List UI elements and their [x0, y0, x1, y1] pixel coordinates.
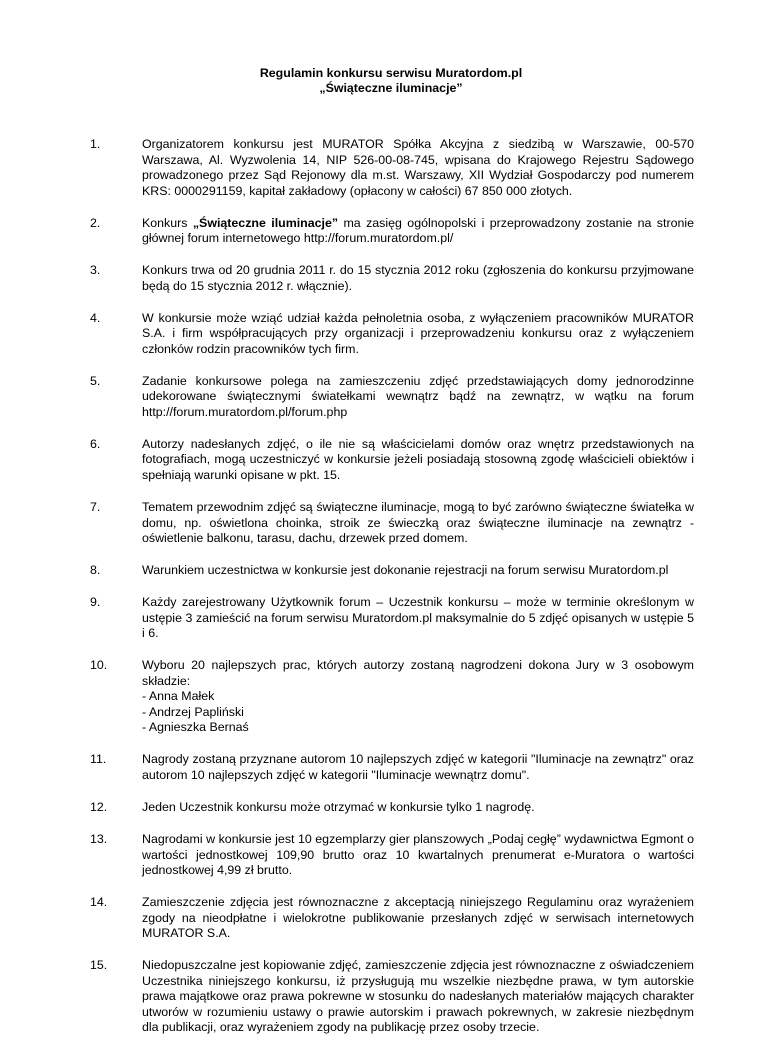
rule-item-3: [90, 263, 694, 294]
rule-text: Niedopuszczalne jest kopiowanie zdjęć, zamieszczenie zdjęcia jest równoznaczne z oświadczeniem Uczestnika niniejszego konkursu, iż przysługują mu wszelkie niezbędne prawa, w tym autorskie prawa majątkowe oraz prawa pokrewne w stosunku do nadesłanych materiałów mających charakter utworów w rozumieniu ustawy o prawie autorskim i prawach pokrewnych, w zakresie niezbędnym dla publikacji, oraz wyrażeniem zgody na publikację przez osoby trzecie.: [142, 958, 694, 1035]
rule-item-12: [90, 800, 694, 816]
jury-member: - Agnieszka Bernaś: [142, 720, 249, 735]
rules-list: [90, 137, 694, 1052]
rule-number: 13.: [90, 832, 108, 847]
rule-number: 10.: [90, 658, 108, 673]
rule-number: 8.: [90, 563, 101, 578]
rule-item-7: [90, 500, 694, 547]
rule-number: 6.: [90, 436, 101, 451]
rule-text: [142, 658, 694, 736]
rule-number: 12.: [90, 800, 108, 815]
rule-text: Zamieszczenie zdjęcia jest równoznaczne z akceptacją niniejszego Regulaminu oraz wyrażeniem zgody na nieodpłatne i wielokrotne publikowanie przesłanych zdjęć w serwisach internetowych MURATOR S.A.: [142, 895, 694, 941]
rule-text: Konkurs trwa od 20 grudnia 2011 r. do 15 stycznia 2012 roku (zgłoszenia do konkursu przyjmowane będą do 15 stycznia 2012 r. włącznie).: [142, 263, 694, 293]
rule-item-15: [90, 958, 694, 1036]
title-line-1: Regulamin konkursu serwisu Muratordom.pl: [259, 66, 523, 80]
rule-number: 2.: [90, 215, 101, 230]
rule-number: 5.: [90, 373, 101, 388]
rule-item-9: [90, 595, 694, 642]
rule-text: Nagrody zostaną przyznane autorom 10 najlepszych zdjęć w kategorii "Iluminacje na zewnątrz" oraz autorom 10 najlepszych zdjęć w kategorii "Iluminacje wewnątrz domu".: [142, 752, 694, 782]
rule-text: Autorzy nadesłanych zdjęć, o ile nie są właścicielami domów oraz wnętrz przedstawionych na fotografiach, mogą uczestniczyć w konkursie jeżeli posiadają stosowną zgodę właścicieli obiektów i spełniają warunki opisane w pkt. 15.: [142, 436, 694, 482]
rule-number: 4.: [90, 310, 101, 325]
rule-item-14: [90, 895, 694, 942]
rule-text-pre: Konkurs: [142, 215, 193, 230]
rule-number: 11.: [90, 752, 107, 767]
rule-item-2: [90, 216, 694, 247]
rule-item-4: [90, 311, 694, 358]
title-line-2: „Świąteczne iluminacje”: [319, 81, 463, 95]
rule-item-13: [90, 832, 694, 879]
rule-item-1: [90, 137, 694, 199]
rule-number: 9.: [90, 595, 101, 610]
rule-number: 15.: [90, 958, 108, 973]
jury-member: - Andrzej Papliński: [142, 704, 244, 719]
jury-intro: Wyboru 20 najlepszych prac, których autorzy zostaną nagrodzeni dokona Jury w 3 osobowym składzie:: [142, 658, 694, 688]
rule-text: Nagrodami w konkursie jest 10 egzemplarzy gier planszowych „Podaj cegłę” wydawnictwa Egmont o wartości jednostkowej 109,90 brutto oraz 10 kwartalnych prenumerat e-Muratora o wartości jednostkowej 4,99 zł brutto.: [142, 832, 694, 878]
rule-item-6: [90, 437, 694, 484]
rule-number: 14.: [90, 895, 108, 910]
rule-text: Każdy zarejestrowany Użytkownik forum – Uczestnik konkursu – może w terminie określonym w ustępie 3 zamieścić na forum serwisu Muratordom.pl maksymalnie do 5 zdjęć opisanych w ustępie 5 i 6.: [142, 595, 694, 641]
rule-number: 3.: [90, 263, 101, 278]
rule-text: Tematem przewodnim zdjęć są świąteczne iluminacje, mogą to być zarówno świąteczne światełka w domu, np. oświetlona choinka, stroik ze świeczką oraz świąteczne iluminacje na zewnątrz - oświetlenie balkonu, tarasu, dachu, drzewek przed domem.: [142, 500, 694, 546]
rule-item-11: [90, 752, 694, 783]
rule-item-10: [90, 658, 694, 736]
rule-text: Jeden Uczestnik konkursu może otrzymać w konkursie tylko 1 nagrodę.: [142, 800, 535, 815]
rule-item-8: [90, 563, 694, 579]
rule-text: W konkursie może wziąć udział każda pełnoletnia osoba, z wyłączeniem pracowników MURATOR S.A. i firm współpracujących przy organizacji i przeprowadzeniu konkursu oraz z wyłączeniem członków rodzin pracowników tych firm.: [142, 310, 694, 356]
rule-number: 7.: [90, 500, 101, 515]
contest-name: „Świąteczne iluminacje”: [192, 215, 339, 230]
rule-text: Organizatorem konkursu jest MURATOR Spółka Akcyjna z siedzibą w Warszawie, 00-570 Warszawa, Al. Wyzwolenia 14, NIP 526-00-08-745, wpisana do Krajowego Rejestru Sądowego prowadzonego przez Sąd Rejonowy dla m.st. Warszawy, XII Wydział Gospodarczy pod numerem KRS: 0000291159, kapitał zakładowy (opłacony w całości) 67 850 000 złotych.: [142, 137, 694, 198]
rule-text: Zadanie konkursowe polega na zamieszczeniu zdjęć przedstawiających domy jednorodzinne udekorowane świątecznymi światełkami wewnątrz bądź na zewnątrz, w wątku na forum http://forum.muratordom.pl/forum.php: [142, 373, 694, 419]
rule-text-post: ma zasięg ogólnopolski i przeprowadzony zostanie na stronie głównej forum internetowego http://forum.muratordom.pl/: [142, 215, 694, 246]
rule-text: Warunkiem uczestnictwa w konkursie jest dokonanie rejestracji na forum serwisu Muratordom.pl: [142, 563, 669, 578]
rule-text: [142, 216, 694, 247]
jury-member: - Anna Małek: [142, 689, 215, 704]
document-title: [0, 66, 768, 96]
rule-item-5: [90, 374, 694, 421]
rule-number: 1.: [90, 137, 101, 151]
